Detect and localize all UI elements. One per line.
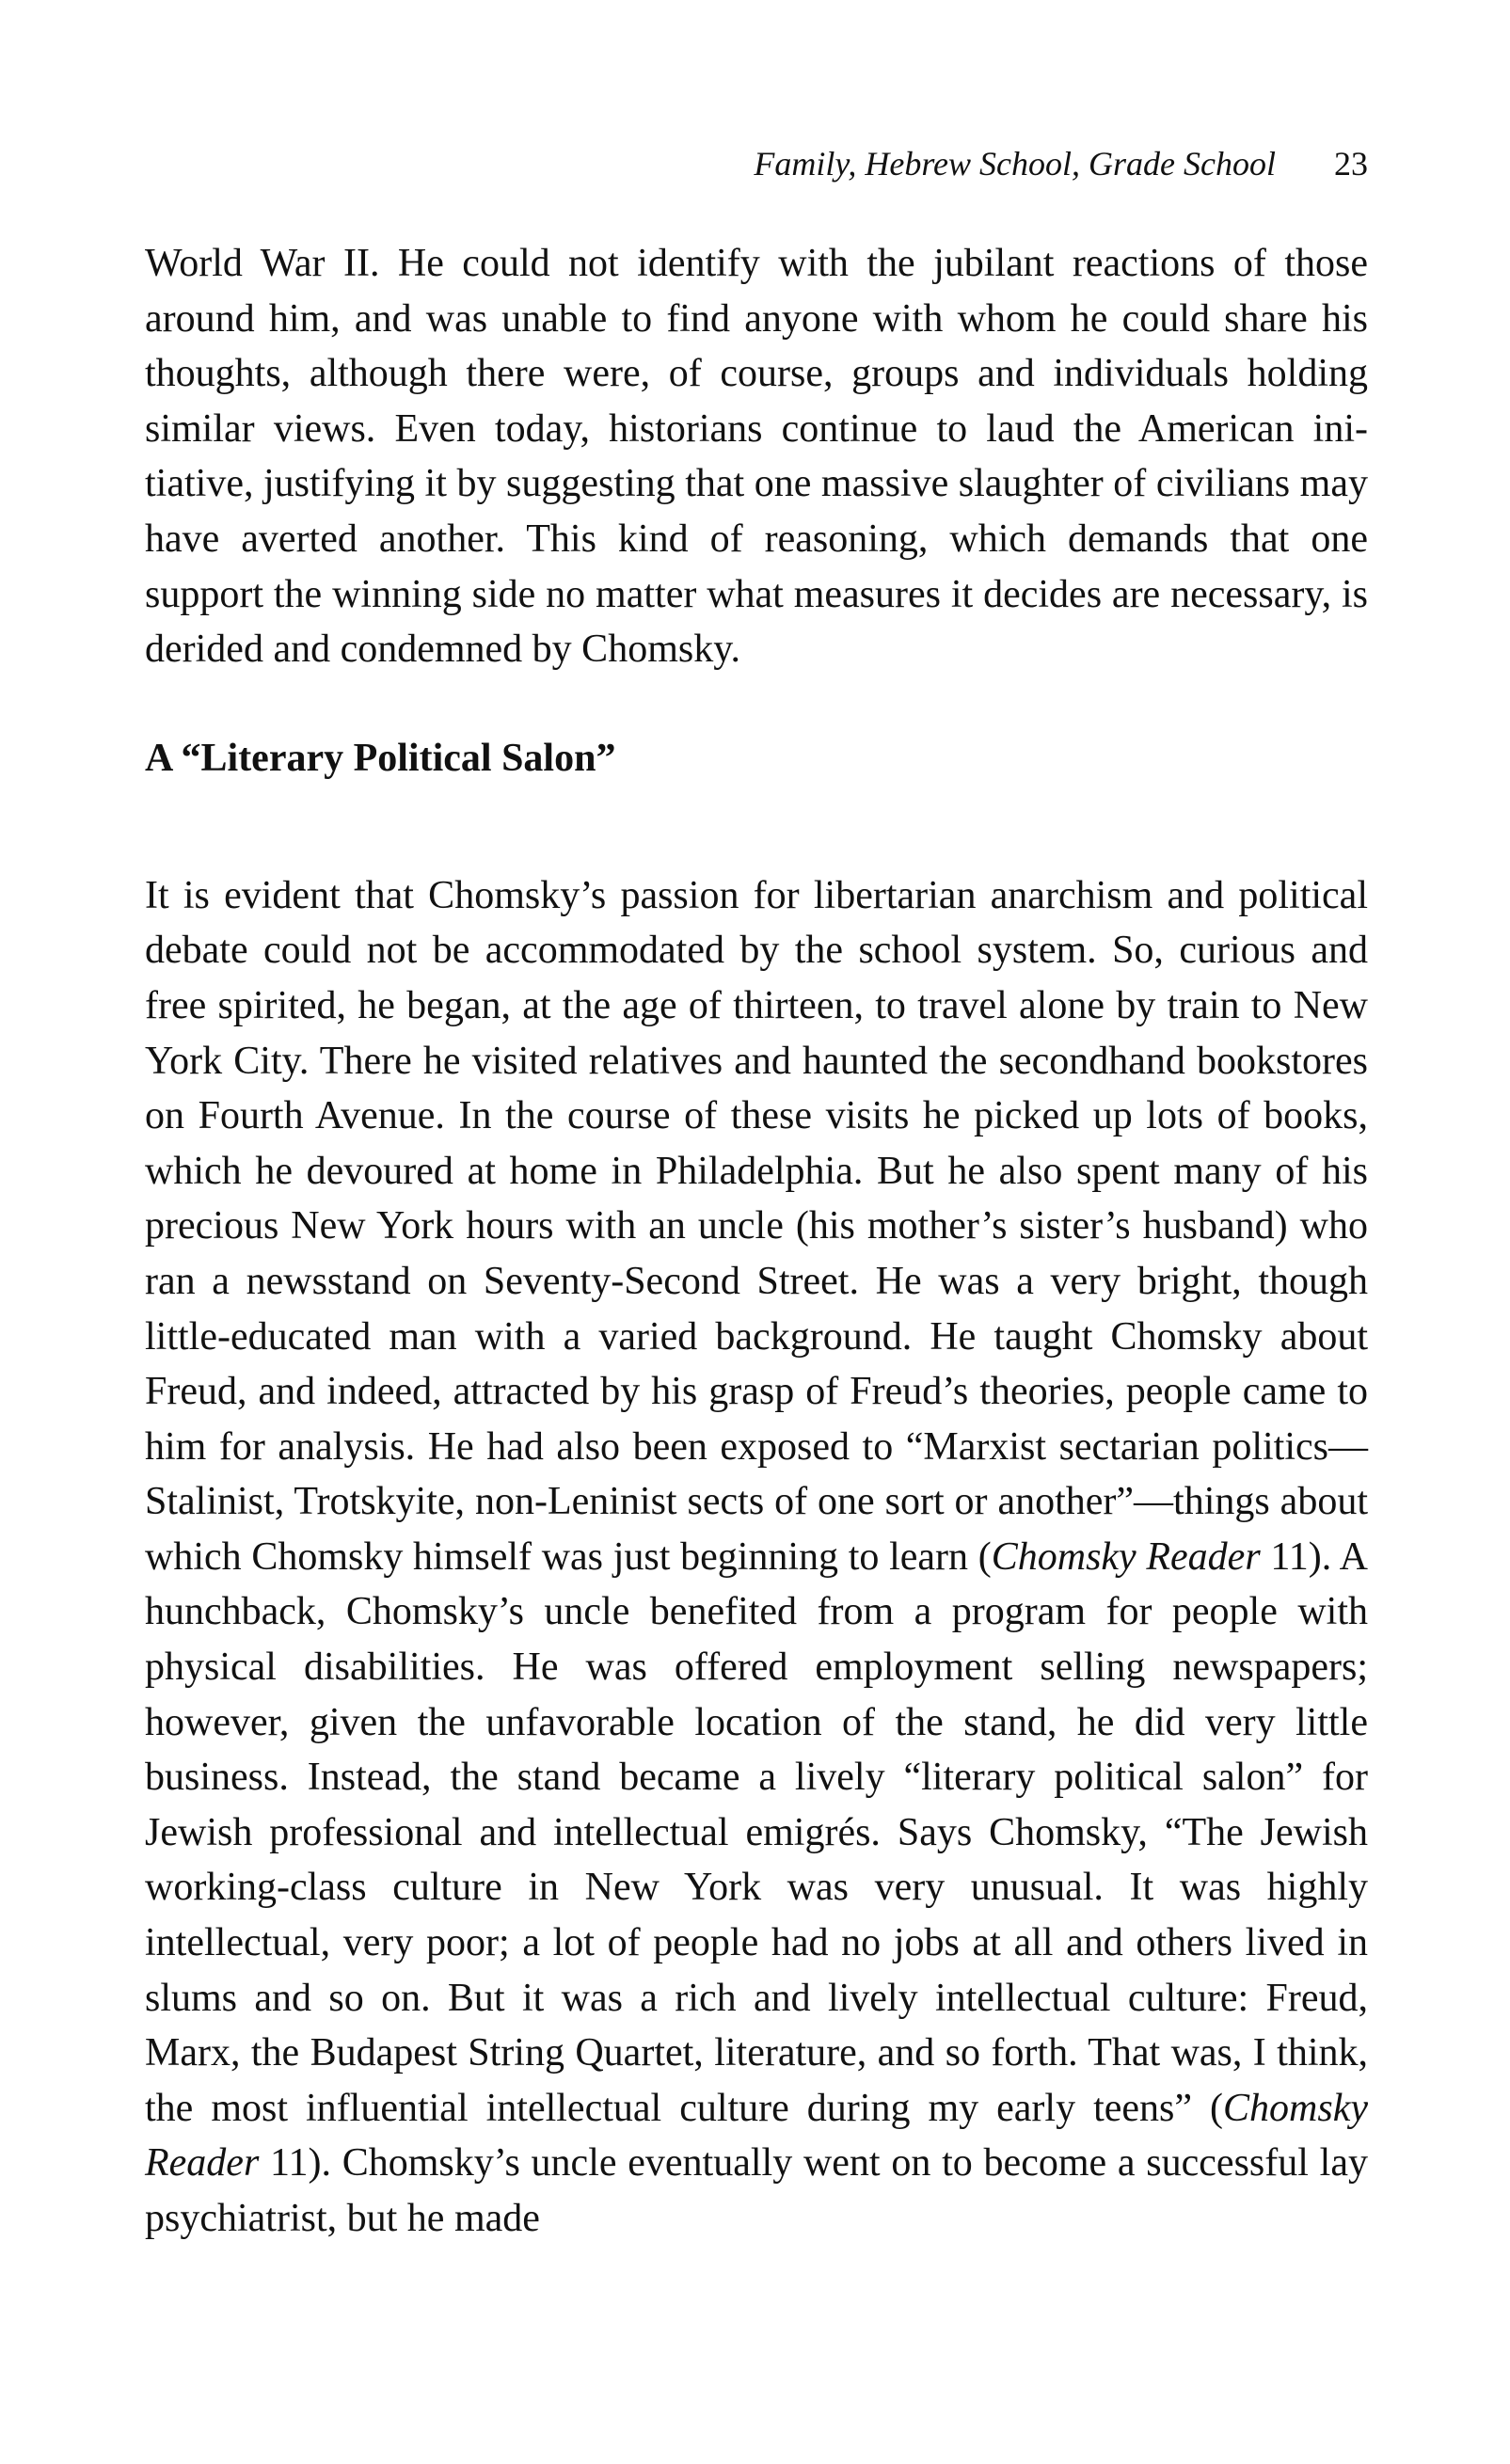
- page-number: 23: [1334, 145, 1368, 183]
- body-paragraph-salon: [145, 868, 1368, 2247]
- citation-title: Chomsky Reader: [991, 1534, 1261, 1579]
- paragraph-text-part-2: 11). A hunchback, Chomsky’s uncle benefited from a program for people with physical disabilities. He was offered employment selling newspapers; however, given the unfavorable location of the stand, he did very little business. Instead, the stand became a lively “literary political salon” for Jewish professional and intellectual emigrés. Says Chomsky, “The Jewish working-class culture in New York was very unusual. It was highly intellectual, very poor; a lot of people had no jobs at all and others lived in slums and so on. But it was a rich and lively intellectual culture: Freud, Marx, the Budapest String Quartet, literature, and so forth. That was, I think, the most influential intellectual culture during my early teens” (: [145, 1534, 1368, 2130]
- running-title: Family, Hebrew School, Grade School: [754, 145, 1276, 183]
- section-heading: A “Literary Political Salon”: [145, 736, 616, 780]
- body-paragraph-world-war: World War II. He could not identify with the jubilant reactions of those around him, and was unable to find anyone with whom he could share his thoughts, although there were, of course, groups and individuals holding similar views. Even today, historians continue to laud the American initiative, justifying it by suggesting that one massive slaughter of civilians may have averted another. This kind of reasoning, which demands that one support the winning side no matter what measures it decides are necessary, is derided and condemned by Chomsky.: [145, 242, 1368, 672]
- citation-title: Chomsky Reader: [145, 2086, 1368, 2186]
- running-header: [145, 136, 1368, 191]
- paragraph-text-part-3: 11). Chomsky’s uncle eventually went on to become a successful lay psychiatrist, but he made: [145, 2141, 1368, 2240]
- page-content: [145, 136, 1368, 2247]
- paragraph-text-part-1: It is evident that Chomsky’s passion for libertarian anarchism and political debate could not be accommodated by the school system. So, curious and free spirited, he began, at the age of thirteen, to travel alone by train to New York City. There he visited relatives and haunted the secondhand bookstores on Fourth Avenue. In the course of these visits he picked up lots of books, which he devoured at home in Philadelphia. But he also spent many of his precious New York hours with an uncle (his mother’s sister’s husband) who ran a newsstand on Seventy-Second Street. He was a very bright, though little-educated man with a varied background. He taught Chomsky about Freud, and indeed, attracted by his grasp of Freud’s theories, people came to him for analysis. He had also been exposed to “Marxist sectarian politics—Stalinist, Trotskyite, non-Leninist sects of one sort or another”—things about which Chomsky himself was just beginning to learn (: [145, 873, 1368, 1579]
